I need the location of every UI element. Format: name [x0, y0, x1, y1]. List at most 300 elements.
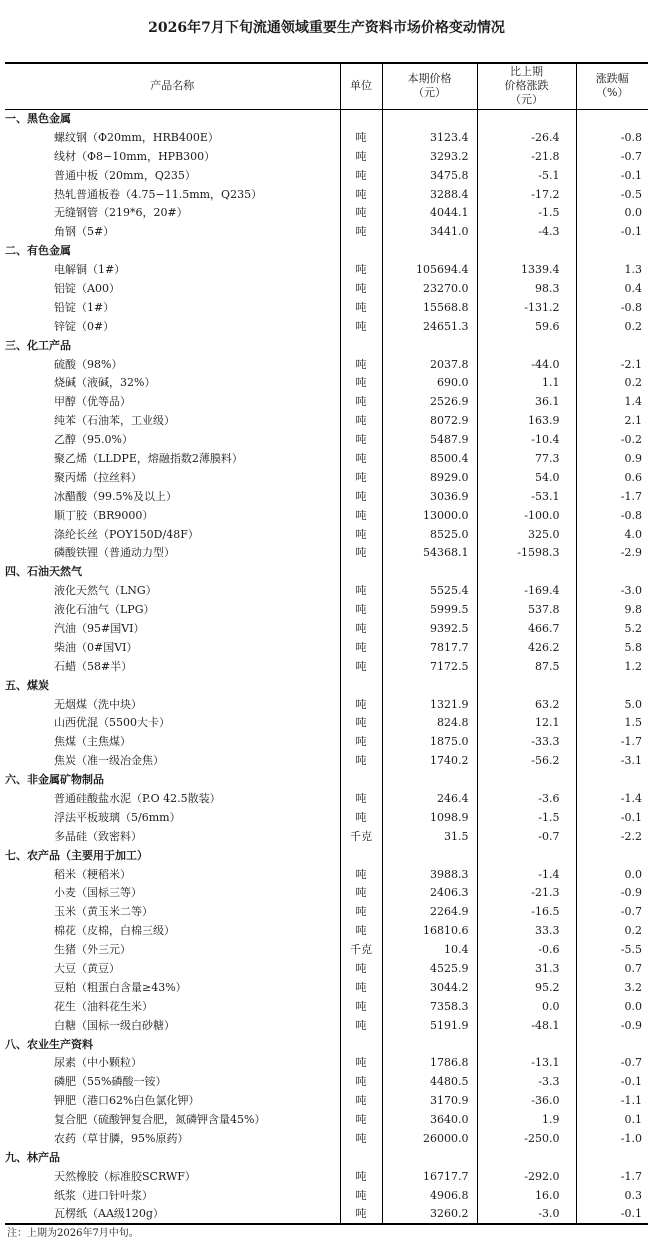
table-row	[5, 185, 648, 204]
change-cell: 59.6	[477, 317, 576, 336]
price-cell: 4906.8	[382, 1186, 477, 1205]
change-cell: -13.1	[477, 1054, 576, 1073]
unit-cell: 吨	[340, 222, 382, 241]
price-cell: 4480.5	[382, 1072, 477, 1091]
table-row	[5, 222, 648, 241]
change-cell: -17.2	[477, 185, 576, 204]
category-empty-cell	[477, 846, 576, 865]
unit-cell: 吨	[340, 600, 382, 619]
table-row	[5, 487, 648, 506]
category-row	[5, 336, 648, 355]
table-body	[5, 109, 648, 1224]
price-cell: 23270.0	[382, 279, 477, 298]
price-cell: 1321.9	[382, 695, 477, 714]
product-name-cell: 螺纹钢（Φ20mm，HRB400E）	[54, 130, 219, 144]
table-row	[5, 789, 648, 808]
unit-cell: 吨	[340, 921, 382, 940]
category-empty-cell	[340, 241, 382, 260]
category-empty-cell	[340, 770, 382, 789]
unit-cell: 吨	[340, 997, 382, 1016]
category-empty-cell	[340, 676, 382, 695]
change-cell: -16.5	[477, 902, 576, 921]
unit-cell: 吨	[340, 751, 382, 770]
category-empty-cell	[576, 770, 648, 789]
change-cell: 12.1	[477, 714, 576, 733]
change-cell: -3.3	[477, 1072, 576, 1091]
pct-cell: 0.4	[576, 279, 648, 298]
price-cell: 13000.0	[382, 506, 477, 525]
change-cell: 77.3	[477, 449, 576, 468]
pct-cell: 2.1	[576, 411, 648, 430]
unit-cell: 吨	[340, 978, 382, 997]
product-name-cell: 棉花（皮棉，白棉三级）	[54, 924, 175, 938]
pct-cell: 0.3	[576, 1186, 648, 1205]
change-cell: 1.1	[477, 373, 576, 392]
pct-cell: -0.9	[576, 1016, 648, 1035]
pct-cell: -1.0	[576, 1129, 648, 1148]
table-row	[5, 1054, 648, 1073]
price-cell: 3293.2	[382, 147, 477, 166]
price-cell: 26000.0	[382, 1129, 477, 1148]
unit-cell: 吨	[340, 203, 382, 222]
unit-cell: 吨	[340, 355, 382, 374]
unit-cell: 吨	[340, 487, 382, 506]
pct-cell: -5.5	[576, 940, 648, 959]
unit-cell: 吨	[340, 714, 382, 733]
category-row	[5, 109, 648, 128]
category-empty-cell	[340, 1148, 382, 1167]
product-name-cell: 山西优混（5500大卡）	[54, 716, 170, 730]
table-row	[5, 695, 648, 714]
change-cell: -26.4	[477, 128, 576, 147]
product-name-cell: 无烟煤（洗中块）	[54, 697, 142, 711]
unit-cell: 吨	[340, 865, 382, 884]
table-row	[5, 751, 648, 770]
table-row	[5, 619, 648, 638]
pct-cell: 4.0	[576, 525, 648, 544]
pct-cell: -1.4	[576, 789, 648, 808]
table-row	[5, 355, 648, 374]
unit-cell: 吨	[340, 543, 382, 562]
unit-cell: 吨	[340, 147, 382, 166]
category-empty-cell	[576, 562, 648, 581]
price-cell: 7358.3	[382, 997, 477, 1016]
table-row	[5, 1110, 648, 1129]
category-empty-cell	[477, 676, 576, 695]
change-cell: -36.0	[477, 1091, 576, 1110]
change-cell: -0.6	[477, 940, 576, 959]
price-cell: 3441.0	[382, 222, 477, 241]
unit-cell: 吨	[340, 902, 382, 921]
pct-cell: 5.0	[576, 695, 648, 714]
table-row	[5, 884, 648, 903]
price-cell: 3288.4	[382, 185, 477, 204]
change-cell: -21.3	[477, 884, 576, 903]
product-name-cell: 钾肥（港口62%白色氯化钾）	[54, 1094, 200, 1108]
price-cell: 16717.7	[382, 1167, 477, 1186]
change-cell: 33.3	[477, 921, 576, 940]
change-cell: 537.8	[477, 600, 576, 619]
unit-cell: 吨	[340, 619, 382, 638]
pct-cell: -3.1	[576, 751, 648, 770]
pct-cell: -1.7	[576, 1167, 648, 1186]
price-cell: 9392.5	[382, 619, 477, 638]
pct-cell: 0.0	[576, 865, 648, 884]
change-cell: -56.2	[477, 751, 576, 770]
pct-cell: -0.7	[576, 147, 648, 166]
change-cell: -0.7	[477, 827, 576, 846]
unit-cell: 吨	[340, 695, 382, 714]
category-empty-cell	[340, 562, 382, 581]
category-row	[5, 676, 648, 695]
pct-cell: -0.7	[576, 902, 648, 921]
category-empty-cell	[382, 562, 477, 581]
price-cell: 3036.9	[382, 487, 477, 506]
unit-cell: 吨	[340, 449, 382, 468]
category-empty-cell	[382, 241, 477, 260]
price-cell: 31.5	[382, 827, 477, 846]
pct-cell: 5.2	[576, 619, 648, 638]
pct-cell: -1.1	[576, 1091, 648, 1110]
table-row	[5, 525, 648, 544]
change-cell: 95.2	[477, 978, 576, 997]
change-cell: 426.2	[477, 638, 576, 657]
unit-cell: 吨	[340, 1110, 382, 1129]
table-row	[5, 392, 648, 411]
unit-cell: 吨	[340, 468, 382, 487]
product-name-cell: 浮法平板玻璃（5/6mm）	[54, 810, 181, 824]
pct-cell: 1.2	[576, 657, 648, 676]
table-row	[5, 1016, 648, 1035]
table-row	[5, 1072, 648, 1091]
change-cell: -3.0	[477, 1205, 576, 1224]
table-row	[5, 978, 648, 997]
unit-cell: 吨	[340, 1186, 382, 1205]
category-empty-cell	[576, 1035, 648, 1054]
change-cell: 325.0	[477, 525, 576, 544]
price-cell: 3170.9	[382, 1091, 477, 1110]
table-header-row	[5, 63, 648, 109]
table-row	[5, 808, 648, 827]
change-cell: -5.1	[477, 166, 576, 185]
table-row	[5, 203, 648, 222]
category-name: 七、农产品（主要用于加工）	[5, 848, 148, 862]
pct-cell: 1.5	[576, 714, 648, 733]
product-name-cell: 花生（油料花生米）	[54, 999, 153, 1013]
table-row	[5, 921, 648, 940]
table-row	[5, 732, 648, 751]
price-cell: 2526.9	[382, 392, 477, 411]
category-row	[5, 562, 648, 581]
price-cell: 5525.4	[382, 581, 477, 600]
category-empty-cell	[340, 846, 382, 865]
change-cell: -10.4	[477, 430, 576, 449]
category-empty-cell	[382, 1035, 477, 1054]
pct-cell: -0.7	[576, 1054, 648, 1073]
category-name: 三、化工产品	[5, 338, 71, 352]
unit-cell: 吨	[340, 317, 382, 336]
product-name-cell: 热轧普通板卷（4.75−11.5mm，Q235）	[54, 187, 263, 201]
table-row	[5, 166, 648, 185]
price-cell: 5191.9	[382, 1016, 477, 1035]
pct-cell: 1.3	[576, 260, 648, 279]
price-cell: 1875.0	[382, 732, 477, 751]
change-cell: 87.5	[477, 657, 576, 676]
change-cell: -292.0	[477, 1167, 576, 1186]
pct-cell: -1.7	[576, 487, 648, 506]
category-name: 六、非金属矿物制品	[5, 773, 104, 787]
price-cell: 8525.0	[382, 525, 477, 544]
product-name-cell: 尿素（中小颗粒）	[54, 1056, 142, 1070]
product-name-cell: 磷酸铁锂（普通动力型）	[54, 546, 175, 560]
category-name: 八、农业生产资料	[5, 1037, 93, 1051]
pct-cell: -0.1	[576, 166, 648, 185]
table-row	[5, 373, 648, 392]
unit-cell: 吨	[340, 185, 382, 204]
unit-cell: 吨	[340, 411, 382, 430]
pct-cell: 1.4	[576, 392, 648, 411]
change-cell: -250.0	[477, 1129, 576, 1148]
unit-cell: 吨	[340, 1072, 382, 1091]
product-name-cell: 焦煤（主焦煤）	[54, 735, 131, 749]
table-row	[5, 279, 648, 298]
product-name-cell: 普通中板（20mm，Q235）	[54, 168, 196, 182]
unit-cell: 千克	[340, 940, 382, 959]
product-name-cell: 天然橡胶（标准胶SCRWF）	[54, 1169, 196, 1183]
table-row	[5, 411, 648, 430]
pct-cell: 0.1	[576, 1110, 648, 1129]
header-pct: 涨跌幅 （%）	[576, 63, 648, 109]
price-cell: 2037.8	[382, 355, 477, 374]
product-name-cell: 甲醇（优等品）	[54, 395, 131, 409]
unit-cell: 吨	[340, 525, 382, 544]
price-cell: 8072.9	[382, 411, 477, 430]
product-name-cell: 聚丙烯（拉丝料）	[54, 470, 142, 484]
product-name-cell: 焦炭（准一级冶金焦）	[54, 754, 164, 768]
category-empty-cell	[477, 1035, 576, 1054]
pct-cell: -0.5	[576, 185, 648, 204]
unit-cell: 吨	[340, 581, 382, 600]
category-empty-cell	[576, 336, 648, 355]
table-row	[5, 638, 648, 657]
pct-cell: 3.2	[576, 978, 648, 997]
pct-cell: -0.8	[576, 506, 648, 525]
unit-cell: 千克	[340, 827, 382, 846]
product-name-cell: 豆粕（粗蛋白含量≥43%）	[54, 980, 187, 994]
table-row	[5, 543, 648, 562]
table-row	[5, 997, 648, 1016]
price-cell: 105694.4	[382, 260, 477, 279]
table-row	[5, 1186, 648, 1205]
table-row	[5, 827, 648, 846]
header-change: 比上期 价格涨跌 （元）	[477, 63, 576, 109]
unit-cell: 吨	[340, 884, 382, 903]
product-name-cell: 铝锭（A00）	[54, 281, 120, 295]
price-cell: 10.4	[382, 940, 477, 959]
table-row	[5, 147, 648, 166]
table-row	[5, 260, 648, 279]
product-name-cell: 多晶硅（致密料）	[54, 829, 142, 843]
table-row	[5, 1167, 648, 1186]
pct-cell: 9.8	[576, 600, 648, 619]
change-cell: 16.0	[477, 1186, 576, 1205]
change-cell: 163.9	[477, 411, 576, 430]
product-name-cell: 瓦楞纸（AA级120g）	[5, 1205, 340, 1224]
category-empty-cell	[576, 1148, 648, 1167]
price-cell: 8500.4	[382, 449, 477, 468]
category-row	[5, 1148, 648, 1167]
category-name: 一、黑色金属	[5, 112, 71, 126]
product-name-cell: 液化石油气（LPG）	[54, 603, 155, 617]
unit-cell: 吨	[340, 1054, 382, 1073]
change-cell: -3.6	[477, 789, 576, 808]
category-empty-cell	[340, 1035, 382, 1054]
category-empty-cell	[477, 336, 576, 355]
price-cell: 5487.9	[382, 430, 477, 449]
unit-cell: 吨	[340, 959, 382, 978]
category-name: 九、林产品	[5, 1150, 60, 1164]
pct-cell: 0.7	[576, 959, 648, 978]
price-cell: 1098.9	[382, 808, 477, 827]
table-row	[5, 940, 648, 959]
pct-cell: 0.0	[576, 203, 648, 222]
product-name-cell: 电解铜（1#）	[54, 263, 126, 277]
page-title: 2026年7月下旬流通领域重要生产资料市场价格变动情况	[148, 20, 505, 36]
category-empty-cell	[477, 770, 576, 789]
pct-cell: -2.1	[576, 355, 648, 374]
change-cell: 98.3	[477, 279, 576, 298]
category-empty-cell	[382, 770, 477, 789]
change-cell: -33.3	[477, 732, 576, 751]
product-name-cell: 硫酸（98%）	[54, 357, 123, 371]
pct-cell: 0.0	[576, 997, 648, 1016]
change-cell: -53.1	[477, 487, 576, 506]
price-cell: 7172.5	[382, 657, 477, 676]
category-empty-cell	[576, 241, 648, 260]
unit-cell: 吨	[340, 506, 382, 525]
table-row	[5, 468, 648, 487]
product-name-cell: 铅锭（1#）	[54, 300, 115, 314]
price-cell: 5999.5	[382, 600, 477, 619]
product-name-cell: 涤纶长丝（POY150D/48F）	[54, 527, 199, 541]
product-name-cell: 稻米（粳稻米）	[54, 867, 131, 881]
price-cell: 3988.3	[382, 865, 477, 884]
pct-cell: -0.1	[576, 222, 648, 241]
change-cell: -21.8	[477, 147, 576, 166]
unit-cell: 吨	[340, 1016, 382, 1035]
unit-cell: 吨	[340, 1205, 382, 1224]
table-row	[5, 1205, 648, 1224]
unit-cell: 吨	[340, 260, 382, 279]
change-cell: -4.3	[477, 222, 576, 241]
unit-cell: 吨	[340, 128, 382, 147]
table-row	[5, 1129, 648, 1148]
pct-cell: -3.0	[576, 581, 648, 600]
table-row	[5, 581, 648, 600]
category-empty-cell	[477, 562, 576, 581]
unit-cell: 吨	[340, 373, 382, 392]
pct-cell: -0.1	[576, 1205, 648, 1224]
product-name-cell: 白糖（国标一级白砂糖）	[54, 1018, 175, 1032]
product-name-cell: 冰醋酸（99.5%及以上）	[54, 489, 177, 503]
product-name-cell: 磷肥（55%磷酸一铵）	[54, 1075, 167, 1089]
table-row	[5, 959, 648, 978]
category-empty-cell	[576, 846, 648, 865]
table-row	[5, 317, 648, 336]
category-row	[5, 1035, 648, 1054]
product-name-cell: 无缝钢管（219*6，20#）	[54, 206, 188, 220]
table-row	[5, 128, 648, 147]
table-row	[5, 714, 648, 733]
price-cell: 16810.6	[382, 921, 477, 940]
product-name-cell: 玉米（黄玉米二等）	[54, 905, 153, 919]
pct-cell: -2.9	[576, 543, 648, 562]
change-cell: -44.0	[477, 355, 576, 374]
price-cell: 3475.8	[382, 166, 477, 185]
unit-cell: 吨	[340, 732, 382, 751]
unit-cell: 吨	[340, 279, 382, 298]
category-name: 四、石油天然气	[5, 565, 82, 579]
header-product: 产品名称	[5, 63, 340, 109]
category-row	[5, 770, 648, 789]
table-row	[5, 865, 648, 884]
category-name: 二、有色金属	[5, 244, 71, 258]
pct-cell: -0.2	[576, 430, 648, 449]
price-cell: 824.8	[382, 714, 477, 733]
change-cell: 466.7	[477, 619, 576, 638]
unit-cell: 吨	[340, 166, 382, 185]
pct-cell: -1.7	[576, 732, 648, 751]
change-cell: -1598.3	[477, 543, 576, 562]
unit-cell: 吨	[340, 298, 382, 317]
price-cell: 15568.8	[382, 298, 477, 317]
product-name-cell: 生猪（外三元）	[54, 943, 131, 957]
pct-cell: 5.8	[576, 638, 648, 657]
category-row	[5, 241, 648, 260]
pct-cell: -0.8	[576, 298, 648, 317]
product-name-cell: 石蜡（58#半）	[54, 659, 133, 673]
table-row	[5, 430, 648, 449]
price-cell: 3123.4	[382, 128, 477, 147]
unit-cell: 吨	[340, 392, 382, 411]
table-row	[5, 600, 648, 619]
price-cell: 8929.0	[382, 468, 477, 487]
change-cell: -1.4	[477, 865, 576, 884]
price-cell: 1786.8	[382, 1054, 477, 1073]
pct-cell: 0.9	[576, 449, 648, 468]
table-row	[5, 449, 648, 468]
category-empty-cell	[477, 1148, 576, 1167]
unit-cell: 吨	[340, 1167, 382, 1186]
pct-cell: 0.2	[576, 921, 648, 940]
pct-cell: 0.2	[576, 317, 648, 336]
product-name-cell: 农药（草甘膦，95%原药）	[54, 1132, 189, 1146]
pct-cell: -0.9	[576, 884, 648, 903]
price-cell: 2406.3	[382, 884, 477, 903]
change-cell: 54.0	[477, 468, 576, 487]
product-name-cell: 普通硅酸盐水泥（P.O 42.5散装）	[54, 792, 221, 805]
product-name-cell: 纸浆（进口针叶浆）	[54, 1188, 153, 1202]
product-name-cell: 液化天然气（LNG）	[54, 584, 157, 598]
price-cell: 4044.1	[382, 203, 477, 222]
product-name-cell: 小麦（国标三等）	[54, 886, 142, 900]
category-empty-cell	[340, 109, 382, 128]
table-row	[5, 506, 648, 525]
category-empty-cell	[477, 241, 576, 260]
product-name-cell: 柴油（0#国VI）	[54, 640, 138, 654]
table-row	[5, 1091, 648, 1110]
change-cell: 36.1	[477, 392, 576, 411]
